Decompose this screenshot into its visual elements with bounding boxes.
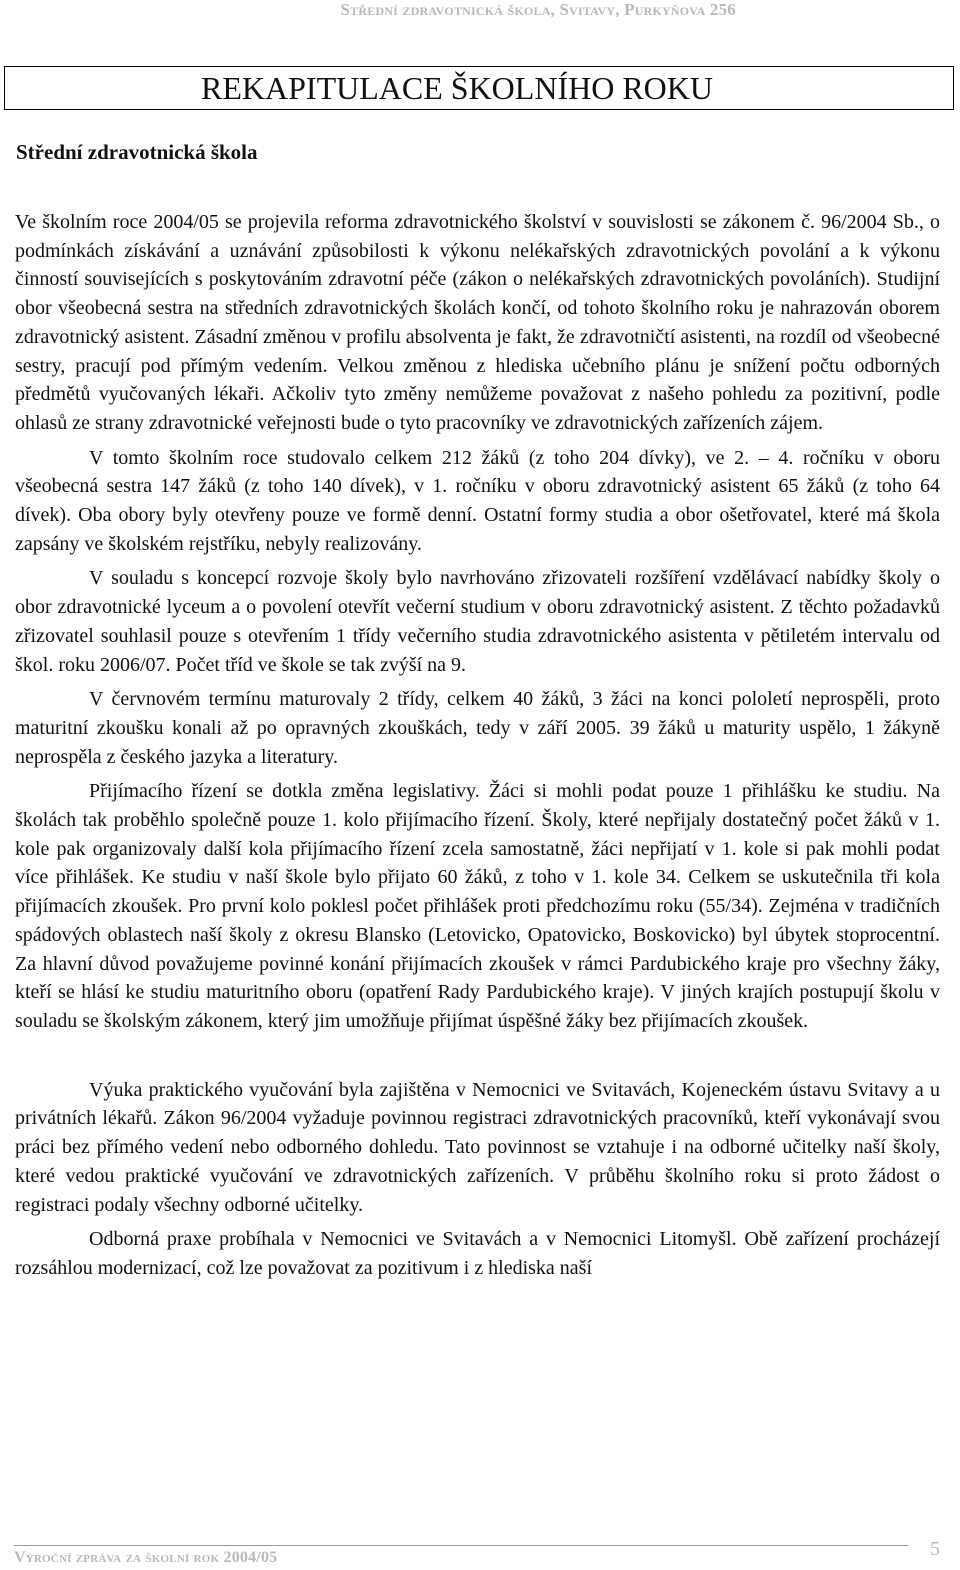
paragraph-students: V tomto školním roce studovalo celkem 212 žáků (z toho 204 dívky), ve 2. – 4. ročníku v oboru všeobecná sestra 147 žáků (z toho 140 dívek), v 1. ročníku v oboru zdravotnický asistent 65 žáků (z toho 64 dívek). Oba obory byly otevřeny pouze ve formě denní. Ostatní formy studia a obor ošetřovatel, které má škola zapsány ve školském rejstříku, nebyly realizovány. bbox=[15, 446, 940, 555]
page-title: REKAPITULACE ŠKOLNÍHO ROKU bbox=[201, 70, 713, 106]
running-header bbox=[341, 0, 736, 20]
paragraph-maturita: V červnovém termínu maturovaly 2 třídy, celkem 40 žáků, 3 žáci na konci pololetí neprospěli, proto maturitní zkoušku konali až po opravných zkouškách, tedy v září 2005. 39 žáků u maturity uspělo, 1 žákyně neprospěla z českého jazyka a literatury. bbox=[15, 688, 940, 768]
page-number: 5 bbox=[930, 1538, 940, 1560]
body-text bbox=[15, 208, 940, 1283]
paragraph-concept: V souladu s koncepcí rozvoje školy bylo navrhováno zřizovateli rozšíření vzdělávací nabídky školy o obor zdravotnické lyceum a o povolení otevřít večerní studium v oboru zdravotnický asistent. Z těchto požadavků zřizovatel souhlasil pouze s otevřením 1 třídy večerního studia zdravotnického asistenta v pětiletém intervalu od škol. roku 2006/07. Počet tříd ve škole se tak zvýší na 9. bbox=[15, 567, 940, 676]
footer-title-text: Výroční zpráva za školní rok 2004/05 bbox=[14, 1549, 278, 1566]
paragraph-admission: Přijímacího řízení se dotkla změna legislativy. Žáci si mohli podat pouze 1 přihlášku ke studiu. Na školách tak proběhlo společně pouze 1. kolo přijímacího řízení. Školy, které nepřijaly dostatečný počet žáků v 1. kole pak organizovaly další kola přijímacího řízení zcela samostatně, žáci nepřijatí v 1. kole si pak mohli podat více přihlášek. Ke studiu v naší škole bylo přijato 60 žáků, z toho v 1. kole 34. Celkem se uskutečnila tři kola přijímacích zkoušek. Pro první kolo poklesl počet přihlášek proti předchozímu roku (55/34). Zejména v tradičních spádových oblastech naší školy z okresu Blansko (Letovicko, Opatovicko, Boskovicko) byl úbytek stoprocentní. Za hlavní důvod považujeme povinné konání přijímacích zkoušek v rámci Pardubického kraje pro všechny žáky, kteří se hlásí ke studiu maturitního oboru (opatření Rady Pardubického kraje). V jiných krajích postupují školu v souladu se školským zákonem, který jim umožňuje přijímat úspěšné žáky bez přijímacích zkoušek. bbox=[15, 780, 940, 1032]
title-box bbox=[4, 66, 954, 110]
paragraph-practical: Výuka praktického vyučování byla zajištěna v Nemocnici ve Svitavách, Kojeneckém ústavu Svitavy a u privátních lékařů. Zákon 96/2004 vyžaduje povinnou registraci zdravotnických pracovníků, kteří vykonávají svou práci bez přímého vedení nebo odborného dohledu. Tato povinnost se vztahuje i na odborné učitelky naší školy, které vedou praktické vyučování ve zdravotnických zařízeních. V průběhu školního roku si proto žádost o registraci podaly všechny odborné učitelky. bbox=[15, 1078, 940, 1216]
paragraph-practice: Odborná praxe probíhala v Nemocnici ve Svitavách a v Nemocnici Litomyšl. Obě zařízení procházejí rozsáhlou modernizací, což lze považovat za pozitivum i z hlediska naší bbox=[15, 1228, 940, 1279]
footer-divider bbox=[14, 1545, 908, 1546]
running-header-text: Střední zdravotnická škola, Svitavy, Purkyňova 256 bbox=[340, 0, 736, 19]
section-heading: Střední zdravotnická škola bbox=[16, 140, 258, 164]
paragraph-reform: Ve školním roce 2004/05 se projevila reforma zdravotnického školství v souvislosti se zákonem č. 96/2004 Sb., o podmínkách získávání a uznávání způsobilosti k výkonu nelékařských zdravotnických povolání a k výkonu činností souvisejících s poskytováním zdravotní péče (zákon o nelékařských zdravotnických povoláních). Studijní obor všeobecná sestra na středních zdravotnických školách končí, od tohoto školního roku je nahrazován oborem zdravotnický asistent. Zásadní změnou v profilu absolventa je fakt, že zdravotničtí asistenti, na rozdíl od všeobecné sestry, pracují pod přímým vedením. Velkou změnou z hlediska učebního plánu je snížení počtu odborných předmětů vyučovaných lékaři. Ačkoliv tyto změny nemůžeme považovat z našeho pohledu za pozitivní, podle ohlasů ze strany zdravotnické veřejnosti bude o tyto pracovníky ve zdravotnických zařízeních zájem. bbox=[15, 211, 940, 434]
footer-title bbox=[14, 1549, 277, 1567]
